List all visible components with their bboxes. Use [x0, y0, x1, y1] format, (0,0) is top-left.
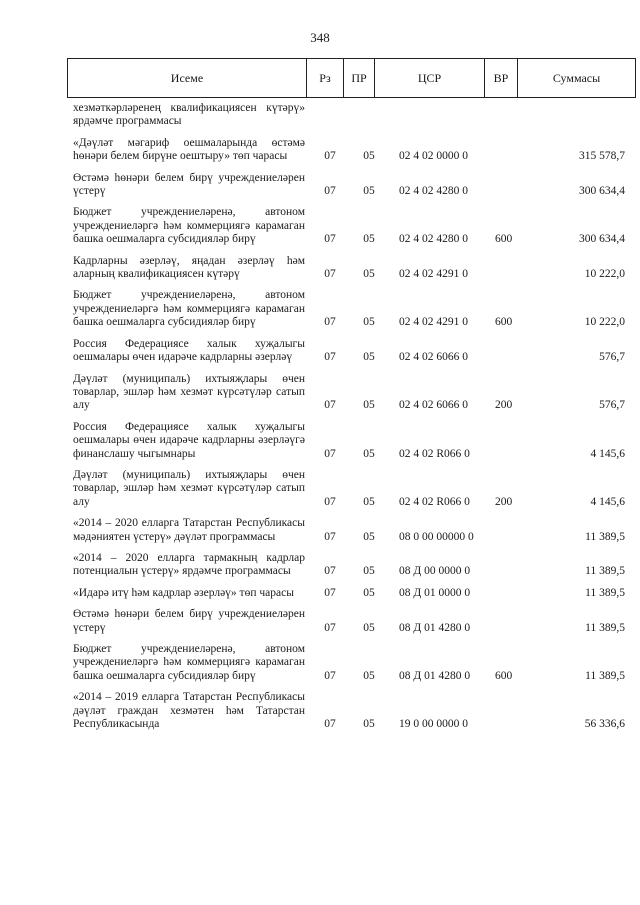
row-name: хезмәткәрләренең квалификациясен күтәрү» ярдәмче программасы	[73, 102, 305, 128]
row-rz: 07	[324, 530, 336, 543]
table-row	[0, 691, 640, 731]
row-sum: 576,7	[599, 399, 625, 412]
row-name: Россия Федерациясе халык хуҗалыгы оешмалары өчен идарәче кадрларны әзерләү	[73, 337, 305, 364]
row-rz: 07	[324, 669, 336, 682]
row-sum: 11 389,5	[585, 669, 625, 682]
table-row	[0, 373, 640, 413]
row-rz: 07	[324, 150, 336, 163]
table-row	[0, 338, 640, 365]
row-sum: 4 145,6	[590, 447, 625, 460]
row-csr: 02 4 02 6066 0	[399, 399, 468, 412]
row-pr: 05	[363, 621, 375, 634]
table-header	[67, 58, 636, 98]
row-rz: 07	[324, 351, 336, 364]
table-row	[0, 206, 640, 246]
row-name: Бюджет учреждениеләренә, автоном учреждениеләргә һәм коммерциягә карамаган башка оешмаларга субсидияләр бирү	[73, 643, 305, 682]
row-sum: 11 389,5	[585, 565, 625, 578]
row-name: Дәүләт (муниципаль) ихтыяҗлары өчен товарлар, эшләр һәм хезмәт күрсәтүләр сатып алу	[73, 372, 305, 412]
row-name: «2014 – 2019 елларга Татарстан Республикасы дәүләт граждан хезмәтен һәм Татарстан Республикасында	[73, 691, 305, 731]
table-row	[0, 608, 640, 635]
row-rz: 07	[324, 495, 336, 508]
row-rz: 07	[324, 586, 336, 599]
row-csr: 02 4 02 R066 0	[399, 495, 470, 508]
column-header-rz: Рз	[307, 59, 344, 98]
row-csr: 02 4 02 6066 0	[399, 351, 468, 364]
table-row	[0, 102, 640, 129]
row-vr: 600	[495, 316, 513, 329]
row-rz: 07	[324, 316, 336, 329]
column-header-name: Исеме	[68, 59, 307, 98]
row-csr: 19 0 00 0000 0	[399, 718, 468, 731]
row-name: Россия Федерациясе халык хуҗалыгы оешмалары өчен идарәче кадрларны әзерләүгә финанслашу чыгымнары	[73, 420, 305, 460]
row-csr: 08 Д 01 4280 0	[399, 669, 471, 682]
row-rz: 07	[324, 233, 336, 246]
row-name: «2014 – 2020 елларга тармакның кадрлар потенциалын үстерү» ярдәмче программасы	[73, 551, 305, 578]
row-rz: 07	[324, 621, 336, 634]
row-sum: 315 578,7	[579, 150, 625, 163]
row-pr: 05	[363, 586, 375, 599]
row-pr: 05	[363, 718, 375, 731]
row-sum: 11 389,5	[585, 530, 625, 543]
row-sum: 10 222,0	[584, 316, 625, 329]
row-pr: 05	[363, 399, 375, 412]
row-sum: 576,7	[599, 351, 625, 364]
row-pr: 05	[363, 150, 375, 163]
row-csr: 02 4 02 4280 0	[399, 185, 468, 198]
table-row	[0, 137, 640, 164]
row-rz: 07	[324, 565, 336, 578]
row-sum: 11 389,5	[585, 621, 625, 634]
row-rz: 07	[324, 447, 336, 460]
row-rz: 07	[324, 185, 336, 198]
row-name: «Дәүләт мәгариф оешмаларында өстәмә һөнәри белем бирүне оештыру» төп чарасы	[73, 136, 305, 163]
page-number: 348	[310, 30, 330, 45]
row-name: Бюджет учреждениеләренә, автоном учреждениеләргә һәм коммерциягә карамаган башка оешмаларга субсидияләр бирү	[73, 206, 305, 246]
table-row	[0, 643, 640, 683]
row-name: Бюджет учреждениеләренә, автоном учреждениеләргә һәм коммерциягә карамаган башка оешмаларга субсидияләр бирү	[73, 289, 305, 329]
row-sum: 11 389,5	[585, 586, 625, 599]
row-csr: 08 Д 01 4280 0	[399, 621, 471, 634]
row-name: «2014 – 2020 елларга Татарстан Республикасы мәдәниятен үстерү» дәүләт программасы	[73, 517, 305, 543]
row-pr: 05	[363, 530, 375, 543]
row-sum: 300 634,4	[579, 233, 625, 246]
row-vr: 600	[495, 233, 513, 246]
row-sum: 10 222,0	[584, 268, 625, 281]
column-header-csr: ЦСР	[375, 59, 485, 98]
row-csr: 02 4 02 4280 0	[399, 233, 468, 246]
row-csr: 02 4 02 0000 0	[399, 150, 468, 163]
column-header-sum: Суммасы	[518, 59, 636, 98]
row-vr: 200	[495, 399, 513, 412]
row-pr: 05	[363, 233, 375, 246]
row-csr: 02 4 02 R066 0	[399, 447, 470, 460]
table-row	[0, 587, 640, 600]
row-name: «Идарә итү һәм кадрлар әзерләү» төп чарасы	[73, 586, 294, 599]
row-sum: 56 336,6	[584, 718, 625, 731]
row-pr: 05	[363, 268, 375, 281]
row-csr: 08 0 00 00000 0	[399, 530, 474, 543]
row-vr: 600	[495, 669, 513, 682]
table-row	[0, 255, 640, 282]
row-sum: 4 145,6	[590, 495, 625, 508]
row-pr: 05	[363, 669, 375, 682]
row-name: Өстәмә һөнәри белем бирү учреждениеләрен үстерү	[73, 608, 305, 634]
table-row	[0, 289, 640, 329]
table-row	[0, 552, 640, 579]
row-pr: 05	[363, 495, 375, 508]
row-csr: 08 Д 01 0000 0	[399, 586, 471, 599]
table-row	[0, 421, 640, 461]
table-row	[0, 469, 640, 509]
row-csr: 02 4 02 4291 0	[399, 316, 468, 329]
row-rz: 07	[324, 718, 336, 731]
row-pr: 05	[363, 565, 375, 578]
table-row	[0, 172, 640, 199]
row-sum: 300 634,4	[579, 185, 625, 198]
column-header-pr: ПР	[344, 59, 375, 98]
row-csr: 08 Д 00 0000 0	[399, 565, 471, 578]
row-rz: 07	[324, 268, 336, 281]
row-pr: 05	[363, 316, 375, 329]
row-rz: 07	[324, 399, 336, 412]
row-csr: 02 4 02 4291 0	[399, 268, 468, 281]
row-pr: 05	[363, 351, 375, 364]
row-name: Дәүләт (муниципаль) ихтыяҗлары өчен товарлар, эшләр һәм хезмәт күрсәтүләр сатып алу	[73, 468, 305, 508]
row-vr: 200	[495, 495, 513, 508]
row-name: Кадрларны әзерләү, яңадан әзерләү һәм аларның квалификациясен күтәрү	[73, 254, 305, 281]
column-header-vr: ВР	[485, 59, 518, 98]
table-body	[0, 102, 640, 731]
row-pr: 05	[363, 447, 375, 460]
row-name: Өстәмә һөнәри белем бирү учреждениеләрен үстерү	[73, 171, 305, 198]
table-row	[0, 517, 640, 544]
row-pr: 05	[363, 185, 375, 198]
